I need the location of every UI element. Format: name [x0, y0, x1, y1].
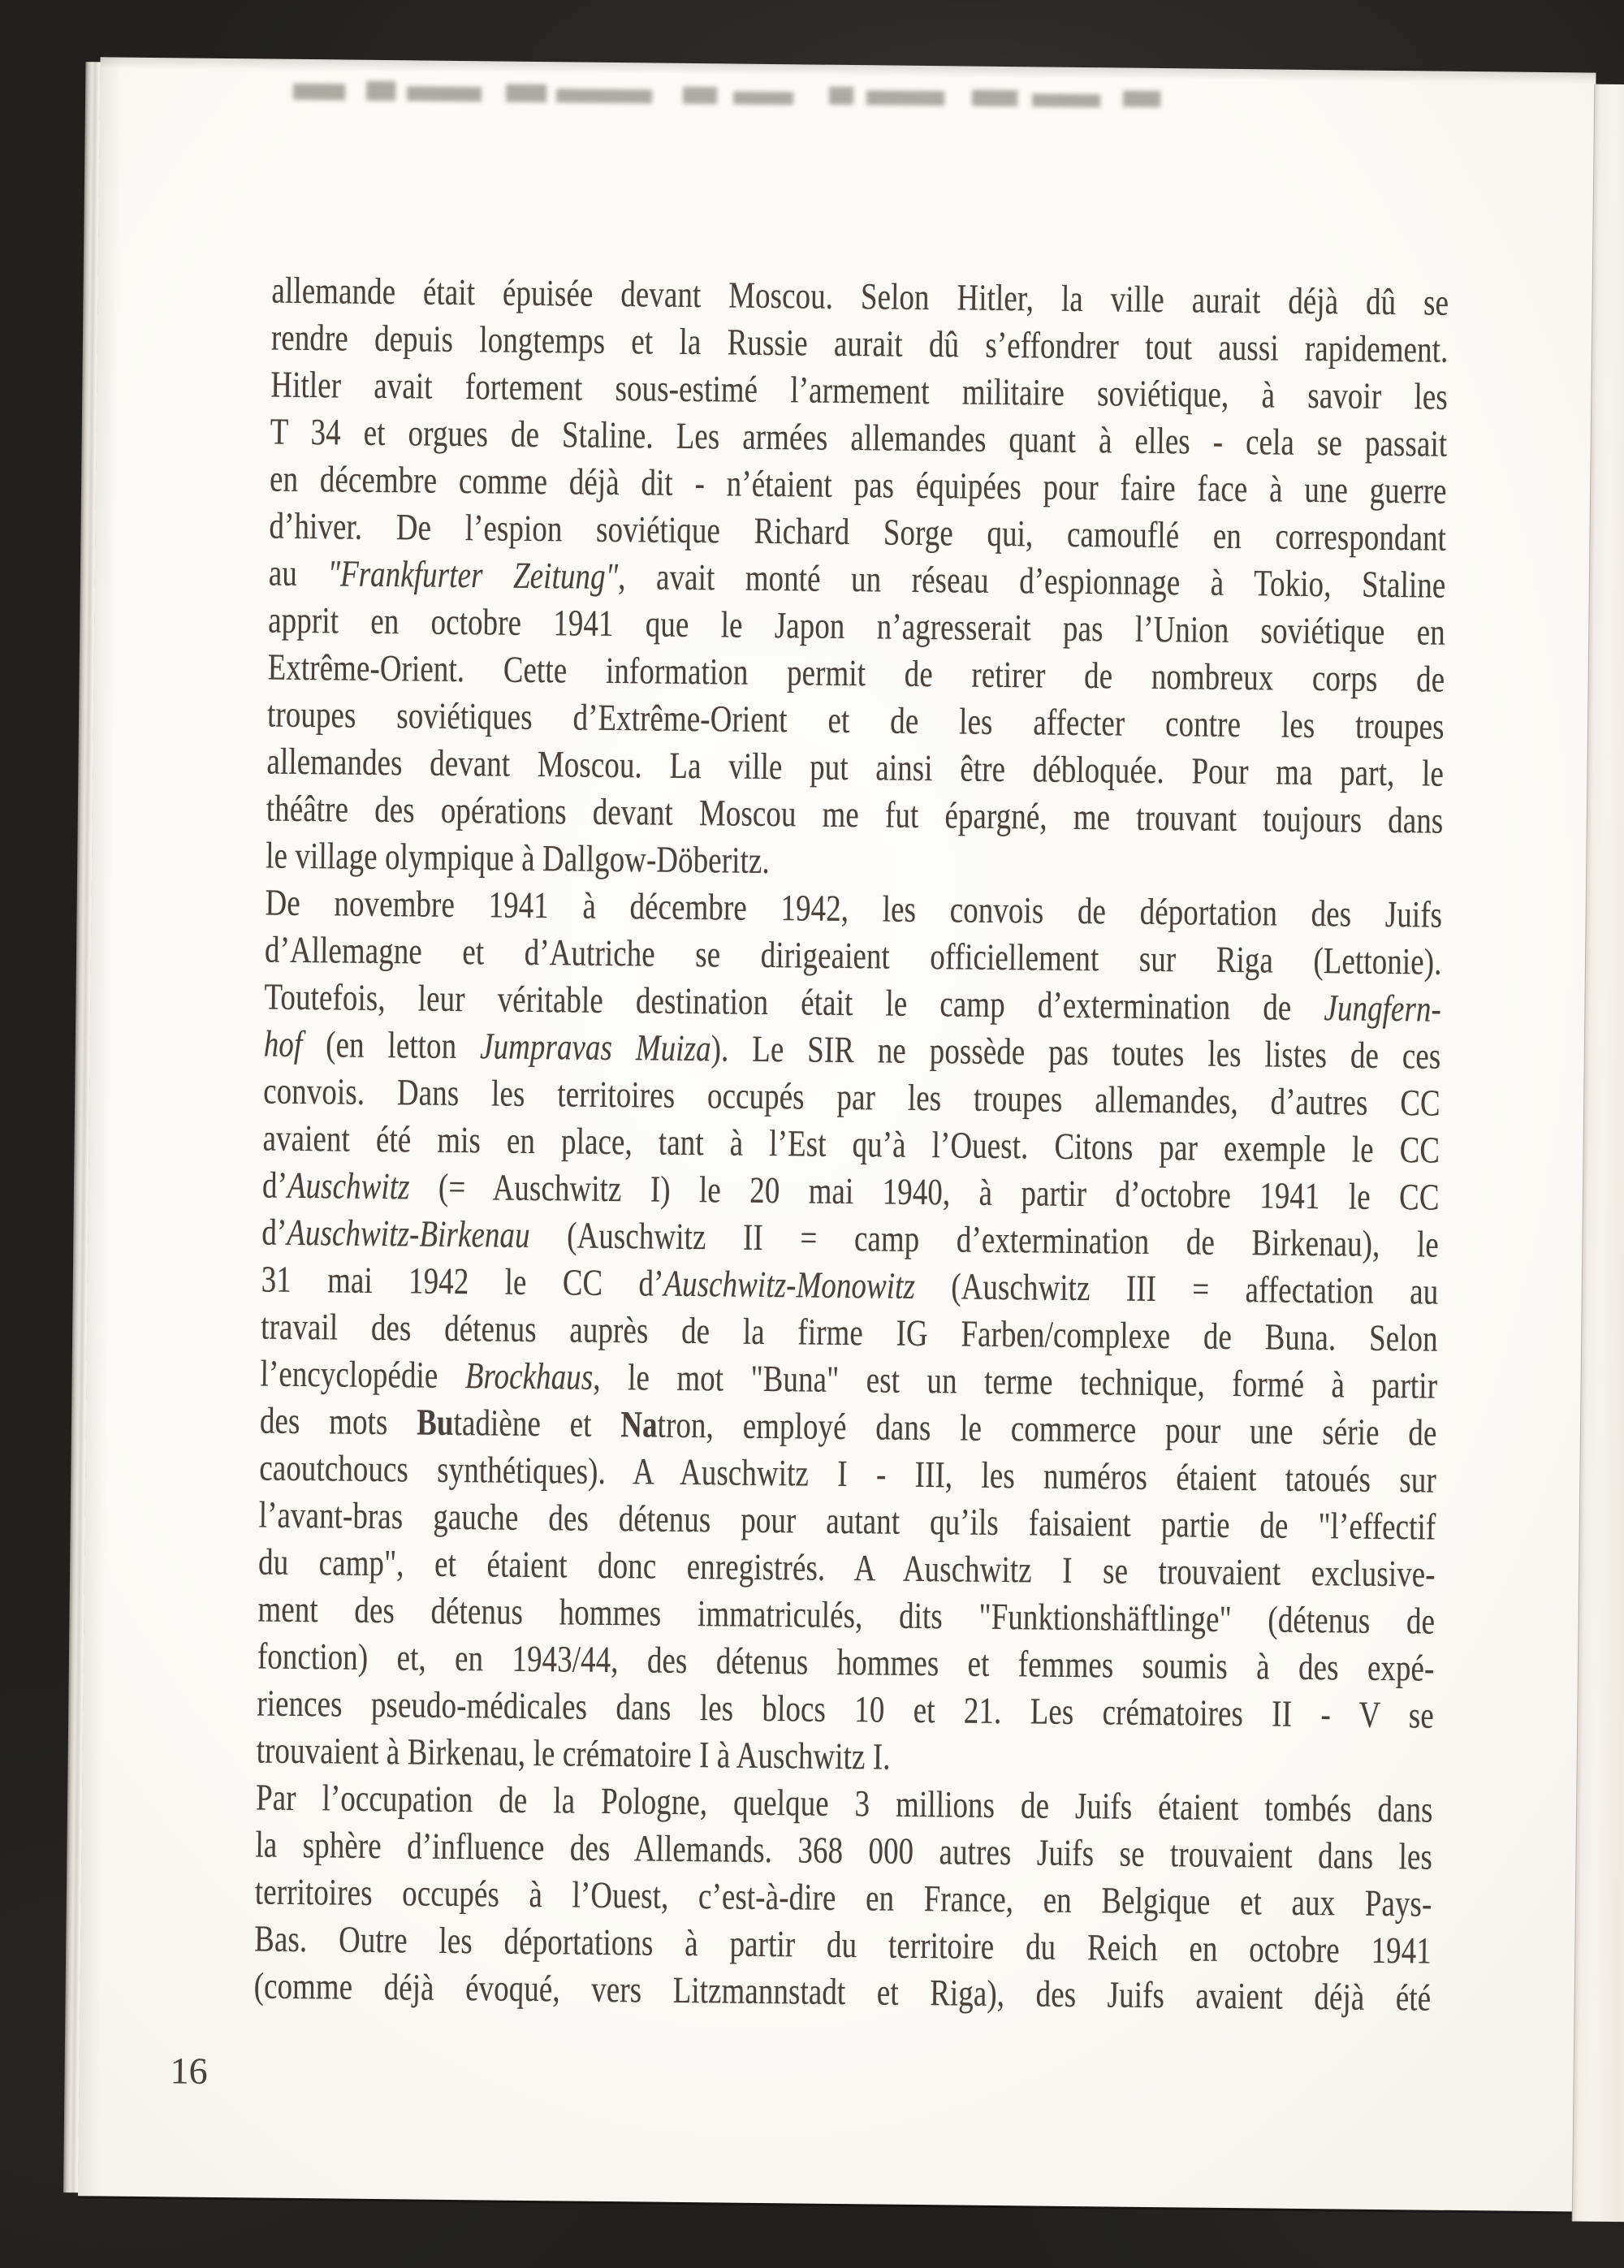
text-segment: apprit en octobre 1941 que le Japon n’agresserait pas l’Union soviétique en [268, 598, 1446, 653]
text-segment: (Auschwitz III = affectation au [914, 1264, 1439, 1312]
text-segment: (Auschwitz II = camp d’extermination de Birkenau), le [529, 1213, 1440, 1265]
text-segment: théâtre des opérations devant Moscou me fut épargné, me trouvant toujours dans [266, 787, 1444, 841]
text-segment: (en letton [302, 1023, 481, 1067]
text-segment: d’ [261, 1211, 287, 1253]
text-segment: au [268, 551, 328, 594]
text-segment: 31 mai 1942 le CC d’ [261, 1258, 664, 1304]
text-segment: des mots [259, 1399, 417, 1443]
text-segment: , avait monté un réseau d’espionnage à Tokio, Staline [618, 555, 1446, 606]
text-segment: riences pseudo-médicales dans les blocs 10 et 21. Les crématoires II - V se [257, 1682, 1435, 1736]
text-segment: en décembre comme déjà dit - n’étaient pas équipées pour faire face à une guerre [269, 457, 1447, 512]
page-number: 16 [170, 2050, 208, 2092]
text-segment: territoires occupés à l’Ouest, c’est-à-dire en France, en Belgique et aux Pays- [254, 1870, 1432, 1925]
text-segment: d’Allemagne et d’Autriche se dirigeaient officiellement sur Riga (Lettonie). [264, 928, 1442, 983]
text-segment: hof [263, 1022, 303, 1065]
scan-artifact-smudges [293, 79, 1284, 117]
text-segment: Bu [417, 1401, 454, 1443]
text-segment: rendre depuis longtemps et la Russie aurait dû s’effondrer tout aussi rapidement. [270, 316, 1449, 370]
text-segment: l’encyclopédie [260, 1352, 466, 1397]
text-segment: Brockhaus [464, 1354, 594, 1398]
text-segment: trouvaient à Birkenau, le crématoire I à Auschwitz I. [256, 1729, 891, 1778]
text-segment: la sphère d’influence des Allemands. 368 000 autres Juifs se trouvaient dans les [255, 1823, 1433, 1877]
text-segment: tron, employé dans le commerce pour une série de [657, 1403, 1437, 1454]
text-segment: T 34 et orgues de Staline. Les armées allemandes quant à elles - cela se passait [270, 410, 1448, 464]
text-segment: ment des détenus hommes immatriculés, dits "Funktionshäftlinge" (détenus de [257, 1588, 1436, 1642]
text-segment: Extrême-Orient. Cette information permit de retirer de nombreux corps de [267, 646, 1445, 700]
text-segment: allemande était épuisée devant Moscou. Selon Hitler, la ville aurait déjà dû se [271, 269, 1449, 323]
text-segment: ). Le SIR ne possède pas toutes les listes de ces [710, 1027, 1441, 1077]
text-segment: Bas. Outre les déportations à partir du territoire du Reich en octobre 1941 [254, 1917, 1432, 1972]
text-segment: Toutefois, leur véritable destination était le camp d’extermination de [264, 975, 1324, 1029]
text-segment: "Frankfurter Zeitung" [327, 552, 619, 598]
text-segment: Auschwitz-Birkenau [287, 1211, 530, 1255]
text-segment: le village olympique à Dallgow-Döberitz. [266, 834, 771, 882]
book [63, 57, 1624, 2212]
text-segment: l’avant-bras gauche des détenus pour autant qu’ils faisaient partie de "l’effectif [258, 1493, 1436, 1548]
text-segment: (comme déjà évoqué, vers Litzmannstadt et Riga), des Juifs avaient déjà été [253, 1964, 1432, 2019]
text-segment: Hitler avait fortement sous-estimé l’armement militaire soviétique, à savoir les [270, 363, 1449, 417]
text-segment: tadiène et [453, 1401, 621, 1445]
text-segment: Auschwitz [287, 1164, 410, 1207]
text-segment: (= Auschwitz I) le 20 mai 1940, à partir d’octobre 1941 le CC [409, 1165, 1440, 1218]
text-segment: fonction) et, en 1943/44, des détenus hommes et femmes soumis à des expé- [257, 1635, 1435, 1689]
text-segment: d’hiver. De l’espion soviétique Richard Sorge qui, camouflé en correspondant [269, 504, 1447, 559]
text-segment: Par l’occupation de la Pologne, quelque 3 millions de Juifs étaient tombés dans [255, 1776, 1433, 1830]
text-segment: Jumpravas Muiza [479, 1025, 711, 1069]
text-segment: travail des détenus auprès de la firme IG Farben/complexe de Buna. Selon [260, 1305, 1439, 1359]
text-segment: De novembre 1941 à décembre 1942, les convois de déportation des Juifs [265, 881, 1443, 935]
text-segment: caoutchoucs synthétiques). A Auschwitz I - III, les numéros étaient tatoués sur [259, 1446, 1437, 1501]
page-text [253, 267, 1449, 2022]
text-segment: Auschwitz-Monowitz [663, 1262, 916, 1307]
text-segment: allemandes devant Moscou. La ville put ainsi être débloquée. Pour ma part, le [266, 740, 1445, 794]
text-segment: Jungfern- [1324, 987, 1442, 1030]
text-segment: troupes soviétiques d’Extrême-Orient et de les affecter contre les troupes [266, 693, 1445, 747]
text-segment: du camp", et étaient donc enregistrés. A Auschwitz I se trouvaient exclusive- [257, 1540, 1436, 1595]
text-segment: avaient été mis en place, tant à l’Est qu’à l’Ouest. Citons par exemple le CC [262, 1117, 1440, 1171]
text-segment: Na [620, 1403, 658, 1445]
book-page [78, 57, 1596, 2211]
text-segment: convois. Dans les territoires occupés par les troupes allemandes, d’autres CC [262, 1069, 1441, 1124]
text-segment: , le mot "Buna" est un terme technique, formé à partir [593, 1355, 1438, 1406]
text-segment: d’ [261, 1164, 288, 1206]
